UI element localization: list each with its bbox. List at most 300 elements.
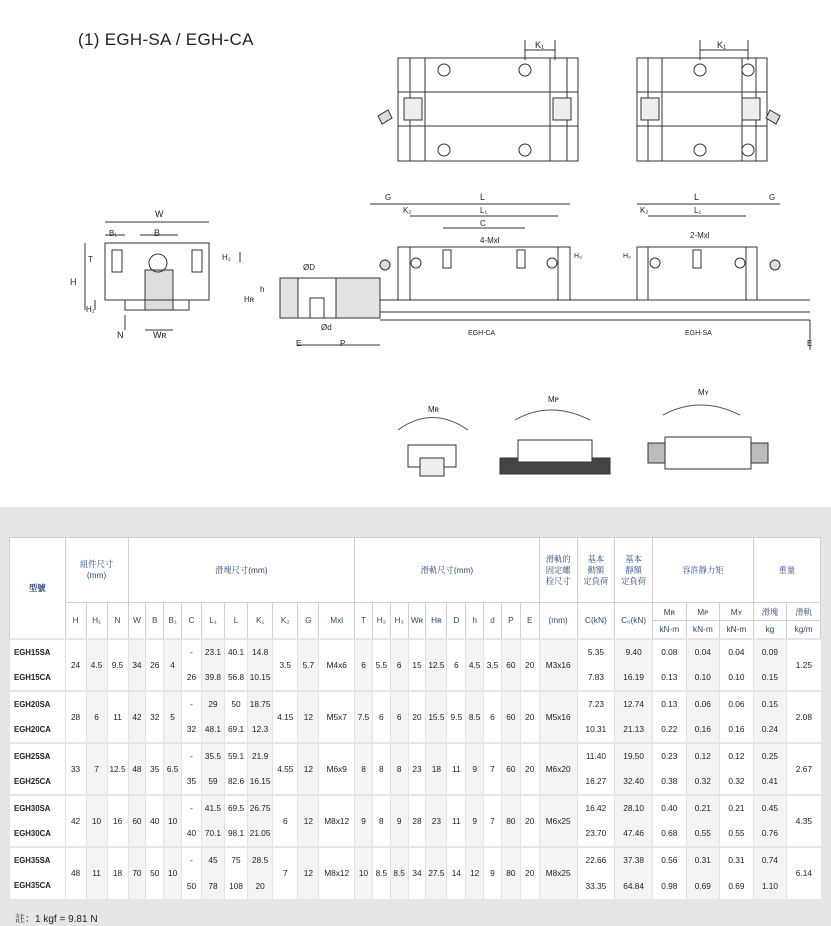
- table-cell: 6: [372, 691, 390, 743]
- header-col: K₂: [273, 603, 298, 639]
- label-e-left: E: [296, 339, 302, 348]
- table-cell: 5.35: [577, 639, 615, 665]
- table-cell: 32: [146, 691, 164, 743]
- table-cell: 6: [484, 691, 502, 743]
- table-cell: 64.84: [615, 873, 653, 899]
- label-g-left: G: [385, 193, 392, 202]
- table-cell: 10: [164, 795, 182, 847]
- header-col: B: [146, 603, 164, 639]
- table-cell: 18.75: [248, 691, 273, 717]
- table-cell: 7: [484, 795, 502, 847]
- table-cell: 10: [164, 847, 182, 899]
- table-cell: 0.04: [720, 639, 754, 665]
- table-cell: 9: [466, 743, 484, 795]
- table-cell: -: [182, 639, 202, 665]
- table-cell: 40.1: [224, 639, 247, 665]
- model-name: EGH30CA: [10, 821, 66, 847]
- table-cell: 48.1: [201, 717, 224, 743]
- table-cell: 8: [372, 795, 390, 847]
- header-my: Mʏ: [720, 603, 754, 621]
- table-cell: 35.5: [201, 743, 224, 769]
- table-cell: 12: [298, 691, 319, 743]
- table-cell: M6x25: [539, 795, 577, 847]
- table-cell: 0.76: [753, 821, 787, 847]
- table-row: [10, 743, 821, 769]
- table-cell: 0.15: [753, 665, 787, 691]
- table-cell: 12: [298, 847, 319, 899]
- table-cell: 23.1: [201, 639, 224, 665]
- table-cell: 0.40: [653, 795, 687, 821]
- header-col: N: [107, 603, 128, 639]
- table-cell: 16.42: [577, 795, 615, 821]
- label-h3-left: H₃: [574, 253, 582, 260]
- table-cell: 8: [355, 743, 373, 795]
- label-k2-left: K₂: [403, 206, 412, 215]
- label-od-small: Ød: [321, 323, 332, 332]
- label-h2: H₂: [222, 253, 231, 262]
- table-cell: 34: [408, 847, 426, 899]
- table-cell: 10: [355, 847, 373, 899]
- model-name: EGH25CA: [10, 769, 66, 795]
- rail-weight: 4.35: [787, 795, 821, 847]
- table-cell: 12.3: [248, 717, 273, 743]
- table-cell: M8x25: [539, 847, 577, 899]
- table-cell: 11: [447, 743, 466, 795]
- table-cell: 70: [128, 847, 146, 899]
- label-k1-top-left: K₁: [535, 40, 545, 50]
- table-cell: 33: [65, 743, 86, 795]
- table-cell: 12: [466, 847, 484, 899]
- table-cell: 47.46: [615, 821, 653, 847]
- header-col-unit: kg/m: [787, 621, 821, 639]
- footnote: 註：1 kgf = 9.81 N: [15, 914, 98, 925]
- table-cell: M5x7: [319, 691, 355, 743]
- table-cell: 75: [224, 847, 247, 873]
- table-cell: 16: [107, 795, 128, 847]
- table-cell: 82.6: [224, 769, 247, 795]
- model-name: EGH20CA: [10, 717, 66, 743]
- table-cell: 5.5: [372, 639, 390, 691]
- header-block: 滑塊尺寸(mm): [128, 538, 355, 603]
- header-col: Mxl: [319, 603, 355, 639]
- label-egh-ca: EGH-CA: [468, 330, 496, 337]
- label-h1: H₁: [86, 305, 95, 314]
- table-cell: 23: [408, 743, 426, 795]
- label-p: P: [340, 339, 346, 348]
- header-static-load: 基本 靜額 定負荷: [615, 538, 653, 603]
- table-cell: 11.40: [577, 743, 615, 769]
- label-l-right: L: [694, 192, 700, 202]
- table-cell: 98.1: [224, 821, 247, 847]
- table-cell: 7.5: [355, 691, 373, 743]
- table-cell: 10.31: [577, 717, 615, 743]
- header-col: L₁: [201, 603, 224, 639]
- table-cell: 35: [182, 769, 202, 795]
- table-cell: 9.5: [107, 639, 128, 691]
- table-cell: 0.31: [686, 847, 720, 873]
- table-cell: 0.22: [653, 717, 687, 743]
- table-cell: 0.21: [720, 795, 754, 821]
- table-cell: 16.15: [248, 769, 273, 795]
- table-cell: 70.1: [201, 821, 224, 847]
- table-cell: 40: [146, 795, 164, 847]
- header-moment: 容許靜力矩: [653, 538, 754, 603]
- table-cell: 60: [501, 639, 520, 691]
- table-cell: 1.10: [753, 873, 787, 899]
- header-rail: 滑軌尺寸(mm): [355, 538, 540, 603]
- table-cell: 0.16: [686, 717, 720, 743]
- header-col: Hʀ: [426, 603, 447, 639]
- header-col: C: [182, 603, 202, 639]
- header-mr: Mʀ: [653, 603, 687, 621]
- header-dynamic-load: 基本 動額 定負荷: [577, 538, 615, 603]
- table-cell: 11: [86, 847, 107, 899]
- table-cell: 7: [484, 743, 502, 795]
- table-cell: 0.55: [686, 821, 720, 847]
- table-cell: 0.06: [720, 691, 754, 717]
- table-cell: M8x12: [319, 847, 355, 899]
- table-cell: 22.66: [577, 847, 615, 873]
- model-name: EGH30SA: [10, 795, 66, 821]
- model-name: EGH35CA: [10, 873, 66, 899]
- label-mr: Mʀ: [428, 405, 439, 414]
- table-cell: 14.8: [248, 639, 273, 665]
- header-col: D: [447, 603, 466, 639]
- rail-weight: 1.25: [787, 639, 821, 691]
- table-cell: 6: [390, 691, 408, 743]
- table-cell: 69.1: [224, 717, 247, 743]
- table-row: [10, 691, 821, 717]
- table-cell: 10: [86, 795, 107, 847]
- table-cell: 27.5: [426, 847, 447, 899]
- label-l-left: L: [480, 192, 486, 202]
- table-cell: M5x16: [539, 691, 577, 743]
- table-cell: 28.5: [248, 847, 273, 873]
- table-cell: 26.75: [248, 795, 273, 821]
- table-cell: 12.5: [107, 743, 128, 795]
- table-cell: 8.5: [466, 691, 484, 743]
- model-name: EGH15CA: [10, 665, 66, 691]
- header-col: W: [128, 603, 146, 639]
- table-cell: 5.7: [298, 639, 319, 691]
- table-cell: 8.5: [390, 847, 408, 899]
- spec-section: [0, 507, 831, 926]
- table-cell: 0.21: [686, 795, 720, 821]
- header-block-weight: 滑塊: [753, 603, 787, 621]
- table-cell: 21.9: [248, 743, 273, 769]
- table-cell: 26: [146, 639, 164, 691]
- table-cell: 8: [390, 743, 408, 795]
- table-cell: -: [182, 691, 202, 717]
- table-cell: 0.25: [753, 743, 787, 769]
- table-cell: 0.69: [720, 873, 754, 899]
- header-model: 型號: [10, 538, 66, 639]
- table-cell: 3.5: [484, 639, 502, 691]
- header-col: P: [501, 603, 520, 639]
- table-cell: 26: [182, 665, 202, 691]
- table-cell: 21.13: [615, 717, 653, 743]
- table-cell: 12.5: [426, 639, 447, 691]
- table-cell: M3x16: [539, 639, 577, 691]
- label-w: W: [155, 209, 164, 219]
- table-cell: 0.32: [686, 769, 720, 795]
- header-col-unit: kN-m: [720, 621, 754, 639]
- table-cell: 0.10: [720, 665, 754, 691]
- table-cell: 10.15: [248, 665, 273, 691]
- front-section-view: [85, 222, 240, 330]
- table-cell: 12: [298, 795, 319, 847]
- table-cell: 0.56: [653, 847, 687, 873]
- table-cell: 0.23: [653, 743, 687, 769]
- table-cell: 8: [372, 743, 390, 795]
- table-cell: 6: [390, 639, 408, 691]
- table-cell: 0.16: [720, 717, 754, 743]
- table-cell: 14: [447, 847, 466, 899]
- table-cell: 50: [182, 873, 202, 899]
- label-l1-left: L₁: [480, 206, 488, 215]
- table-cell: 7: [273, 847, 298, 899]
- moment-diagrams: [398, 405, 768, 476]
- table-cell: 32.40: [615, 769, 653, 795]
- table-cell: -: [182, 743, 202, 769]
- table-cell: 37.38: [615, 847, 653, 873]
- table-cell: 80: [501, 795, 520, 847]
- table-cell: 11: [447, 795, 466, 847]
- table-cell: 28: [65, 691, 86, 743]
- table-cell: 20: [248, 873, 273, 899]
- header-weight: 重量: [753, 538, 820, 603]
- label-h-small: h: [260, 285, 265, 294]
- table-cell: 0.24: [753, 717, 787, 743]
- header-col-unit: kN-m: [686, 621, 720, 639]
- header-col: T: [355, 603, 373, 639]
- table-cell: 20: [520, 847, 539, 899]
- table-cell: 0.06: [686, 691, 720, 717]
- header-assembly: 組件尺寸 (mm): [65, 538, 128, 603]
- table-cell: 45: [201, 847, 224, 873]
- top-view-sa: [637, 40, 780, 161]
- table-cell: 0.15: [753, 691, 787, 717]
- table-cell: 7.83: [577, 665, 615, 691]
- table-cell: 59.1: [224, 743, 247, 769]
- header-col: K₁: [248, 603, 273, 639]
- table-cell: M6x9: [319, 743, 355, 795]
- table-cell: 20: [408, 691, 426, 743]
- table-cell: 6.5: [164, 743, 182, 795]
- table-cell: 5: [164, 691, 182, 743]
- side-view: [280, 204, 813, 350]
- table-cell: 28: [408, 795, 426, 847]
- table-cell: 28.10: [615, 795, 653, 821]
- label-b1: B₁: [109, 229, 118, 238]
- table-cell: 12.74: [615, 691, 653, 717]
- table-cell: 23.70: [577, 821, 615, 847]
- table-cell: 8.5: [372, 847, 390, 899]
- table-cell: 4: [164, 639, 182, 691]
- model-name: EGH20SA: [10, 691, 66, 717]
- label-n: N: [117, 330, 124, 340]
- table-row: [10, 795, 821, 821]
- rail-weight: 2.67: [787, 743, 821, 795]
- table-row: [10, 847, 821, 873]
- table-cell: 15: [408, 639, 426, 691]
- table-cell: 11: [107, 691, 128, 743]
- model-name: EGH25SA: [10, 743, 66, 769]
- label-egh-sa: EGH-SA: [685, 330, 712, 337]
- table-cell: 0.12: [720, 743, 754, 769]
- table-cell: 0.12: [686, 743, 720, 769]
- table-cell: 0.04: [686, 639, 720, 665]
- table-cell: 60: [501, 691, 520, 743]
- table-cell: 48: [65, 847, 86, 899]
- header-col-c: C(kN): [577, 603, 615, 639]
- table-cell: 33.35: [577, 873, 615, 899]
- header-col: d: [484, 603, 502, 639]
- table-cell: 42: [65, 795, 86, 847]
- header-col: Wʀ: [408, 603, 426, 639]
- header-col: H: [65, 603, 86, 639]
- header-col: E: [520, 603, 539, 639]
- table-cell: 9.40: [615, 639, 653, 665]
- model-name: EGH15SA: [10, 639, 66, 665]
- table-cell: 69.5: [224, 795, 247, 821]
- table-cell: 60: [128, 795, 146, 847]
- table-cell: 34: [128, 639, 146, 691]
- label-my: Mʏ: [698, 388, 709, 397]
- table-cell: 35: [146, 743, 164, 795]
- table-cell: 4.5: [86, 639, 107, 691]
- table-cell: 0.45: [753, 795, 787, 821]
- table-cell: 0.09: [753, 639, 787, 665]
- table-cell: 9: [484, 847, 502, 899]
- table-cell: 60: [501, 743, 520, 795]
- label-h: H: [70, 277, 77, 287]
- table-cell: 9: [466, 795, 484, 847]
- table-cell: 78: [201, 873, 224, 899]
- header-col: H₁: [86, 603, 107, 639]
- table-cell: 0.55: [720, 821, 754, 847]
- table-cell: 18: [426, 743, 447, 795]
- label-t: T: [88, 255, 93, 264]
- label-2mxl: 2-Mxl: [690, 231, 710, 240]
- table-cell: 0.98: [653, 873, 687, 899]
- table-cell: 3.5: [273, 639, 298, 691]
- table-cell: 24: [65, 639, 86, 691]
- header-col: H₂: [372, 603, 390, 639]
- header-col: L: [224, 603, 247, 639]
- table-cell: 15.5: [426, 691, 447, 743]
- label-4mxl: 4-Mxl: [480, 236, 500, 245]
- table-cell: 20: [520, 639, 539, 691]
- table-cell: -: [182, 795, 202, 821]
- table-cell: 29: [201, 691, 224, 717]
- table-row: [10, 639, 821, 665]
- header-col-bolt-unit: (mm): [539, 603, 577, 639]
- table-cell: 6: [355, 639, 373, 691]
- header-col: H₃: [390, 603, 408, 639]
- table-cell: -: [182, 847, 202, 873]
- table-cell: 21.05: [248, 821, 273, 847]
- header-bolt: 滑軌的 固定螺 栓尺寸: [539, 538, 577, 603]
- table-cell: 40: [182, 821, 202, 847]
- label-od: ØD: [303, 263, 315, 272]
- header-col: G: [298, 603, 319, 639]
- page-title: (1) EGH-SA / EGH-CA: [78, 30, 254, 49]
- table-cell: 32: [182, 717, 202, 743]
- table-cell: 0.10: [686, 665, 720, 691]
- label-k1-top-right: K₁: [717, 40, 727, 50]
- table-cell: 23: [426, 795, 447, 847]
- table-cell: 41.5: [201, 795, 224, 821]
- table-cell: 48: [128, 743, 146, 795]
- table-cell: 108: [224, 873, 247, 899]
- table-cell: 12: [298, 743, 319, 795]
- label-hr: Hʀ: [244, 295, 255, 304]
- label-c: C: [480, 219, 486, 228]
- label-wr: Wʀ: [153, 330, 167, 340]
- table-cell: 6: [447, 639, 466, 691]
- rail-weight: 2.08: [787, 691, 821, 743]
- table-cell: 0.68: [653, 821, 687, 847]
- table-cell: 50: [146, 847, 164, 899]
- header-col-unit: kN-m: [653, 621, 687, 639]
- table-cell: M4x6: [319, 639, 355, 691]
- top-view-ca: [378, 40, 578, 161]
- table-cell: 0.08: [653, 639, 687, 665]
- model-name: EGH35SA: [10, 847, 66, 873]
- table-cell: 9: [390, 795, 408, 847]
- label-k2-right: K₂: [640, 206, 649, 215]
- table-cell: 0.74: [753, 847, 787, 873]
- table-cell: 80: [501, 847, 520, 899]
- label-h3-right: H₃: [623, 253, 631, 260]
- header-rail-weight: 滑軌: [787, 603, 821, 621]
- table-cell: 0.69: [686, 873, 720, 899]
- spec-table: [9, 537, 821, 899]
- header-col: B₁: [164, 603, 182, 639]
- table-cell: 18: [107, 847, 128, 899]
- table-cell: 6: [86, 691, 107, 743]
- table-cell: 0.31: [720, 847, 754, 873]
- table-cell: 19.50: [615, 743, 653, 769]
- table-cell: M8x12: [319, 795, 355, 847]
- table-cell: M6x20: [539, 743, 577, 795]
- table-cell: 59: [201, 769, 224, 795]
- table-cell: 7.23: [577, 691, 615, 717]
- table-cell: 20: [520, 743, 539, 795]
- table-cell: 16.19: [615, 665, 653, 691]
- table-cell: 20: [520, 691, 539, 743]
- table-cell: 4.55: [273, 743, 298, 795]
- table-cell: 16.27: [577, 769, 615, 795]
- table-cell: 56.8: [224, 665, 247, 691]
- table-cell: 39.8: [201, 665, 224, 691]
- header-col-unit: kg: [753, 621, 787, 639]
- rail-weight: 6.14: [787, 847, 821, 899]
- table-cell: 0.38: [653, 769, 687, 795]
- label-b: B: [154, 228, 161, 238]
- table-cell: 6: [273, 795, 298, 847]
- header-mp: Mᴘ: [686, 603, 720, 621]
- label-l1-right: L₁: [694, 206, 702, 215]
- header-col: h: [466, 603, 484, 639]
- label-mp: Mᴘ: [548, 395, 559, 404]
- table-cell: 42: [128, 691, 146, 743]
- table-cell: 4.5: [466, 639, 484, 691]
- table-cell: 0.13: [653, 665, 687, 691]
- label-g-right: G: [769, 193, 776, 202]
- table-cell: 9.5: [447, 691, 466, 743]
